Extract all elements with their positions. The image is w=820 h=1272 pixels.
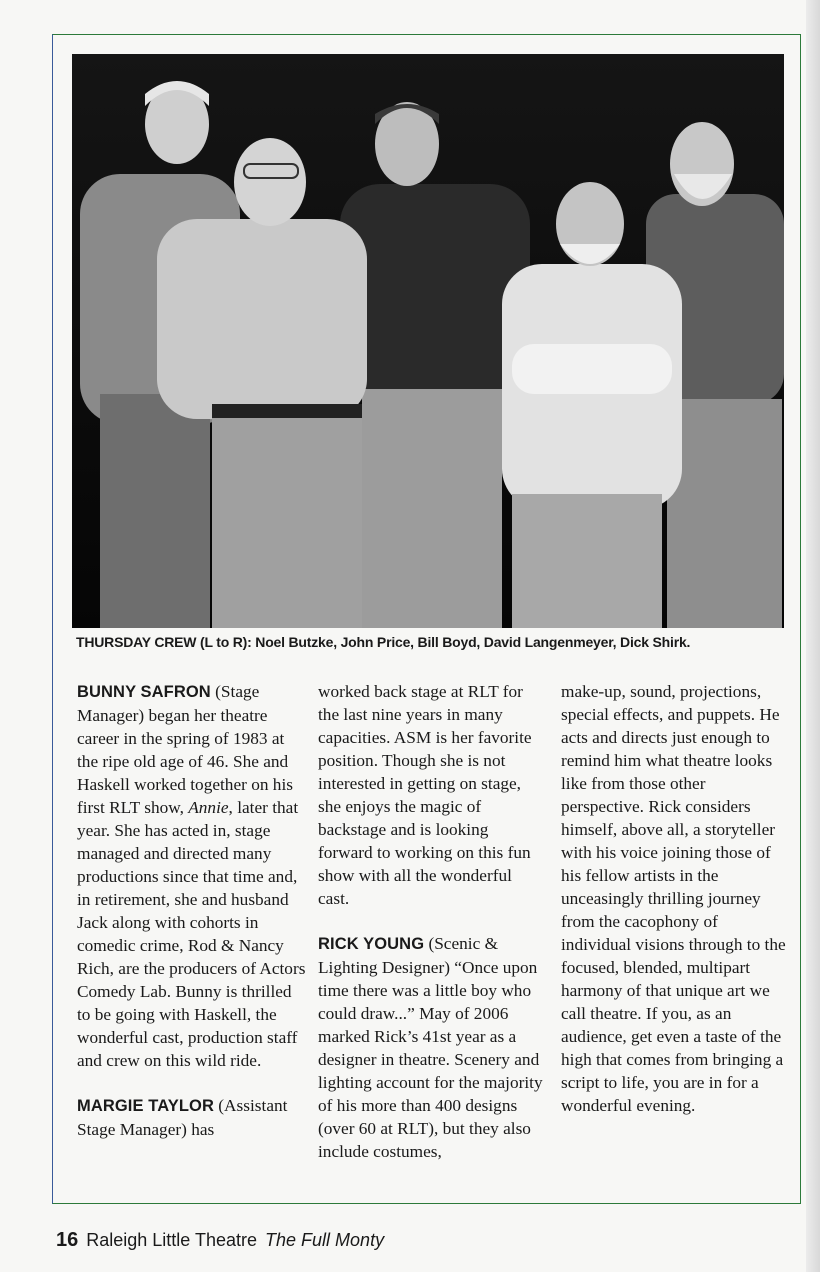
text-column-3 xyxy=(561,680,789,1139)
text-column-2 xyxy=(318,680,543,1185)
page-number: 16 xyxy=(56,1229,79,1251)
bio-text: (Assistant Stage Manager) has xyxy=(77,1096,288,1139)
show-title: The Full Monty xyxy=(265,1230,385,1250)
publication-name: Raleigh Little Theatre xyxy=(86,1230,258,1250)
bio-rick-young-continued xyxy=(561,680,789,1117)
bio-text: worked back stage at RLT for the last nine years in many capacities. ASM is her favorite position. Though she is not interested in getting on stage, she enjoys the magic of backstage and is looking forward to working on this fun show with all the wonderful cast. xyxy=(318,682,532,908)
bio-margie-taylor-continued xyxy=(318,680,543,910)
page-edge-shadow xyxy=(806,0,820,1272)
bio-text: , later that year. She has acted in, stage managed and directed many productions since that time and, in retirement, she and husband Jack along with cohorts in comedic crime, Rod & Nancy Rich, are the producers of Actors Comedy Lab. Bunny is thrilled to be going with Haskell, the wonderful cast, production staff and crew on this wild ride. xyxy=(77,798,306,1070)
caption-label: THURSDAY CREW (L to R): xyxy=(76,634,252,650)
bio-text: (Stage Manager) began her theatre career in the spring of 1983 at the ripe old age of 46. She and Haskell worked together on his first RLT show, xyxy=(77,682,293,817)
bio-name: MARGIE TAYLOR xyxy=(77,1097,214,1115)
bio-text: (Scenic & Lighting Designer) “Once upon time there was a little boy who could draw...” May of 2006 marked Rick’s 41st year as a designer in theatre. Scenery and lighting account for the majority of his more than 400 designs (over 60 at RLT), but they also include costumes, xyxy=(318,934,543,1161)
bio-name: RICK YOUNG xyxy=(318,935,425,953)
page-footer xyxy=(56,1229,384,1252)
bio-rick-young xyxy=(318,932,543,1163)
photo-caption xyxy=(76,634,796,650)
text-column-1 xyxy=(77,680,309,1163)
bio-bunny-safron xyxy=(77,680,309,1072)
caption-names: Noel Butzke, John Price, Bill Boyd, David Langenmeyer, Dick Shirk. xyxy=(255,634,691,650)
bio-margie-taylor xyxy=(77,1094,309,1141)
group-photo xyxy=(72,54,784,628)
bio-name: BUNNY SAFRON xyxy=(77,683,211,701)
show-title-italic: Annie xyxy=(188,798,229,817)
bio-text: make-up, sound, projections, special effects, and puppets. He acts and directs just enough to remind him what theatre looks like from those other perspective. Rick considers himself, above all, a storyteller with his voice joining those of his fellow artists in the unceasingly thrilling journey from the cacophony of individual visions through to the focused, blended, multipart harmony of that unique art we call theatre. If you, as an audience, get even a taste of the high that comes from bringing a script to life, you are in for a wonderful evening. xyxy=(561,682,786,1115)
